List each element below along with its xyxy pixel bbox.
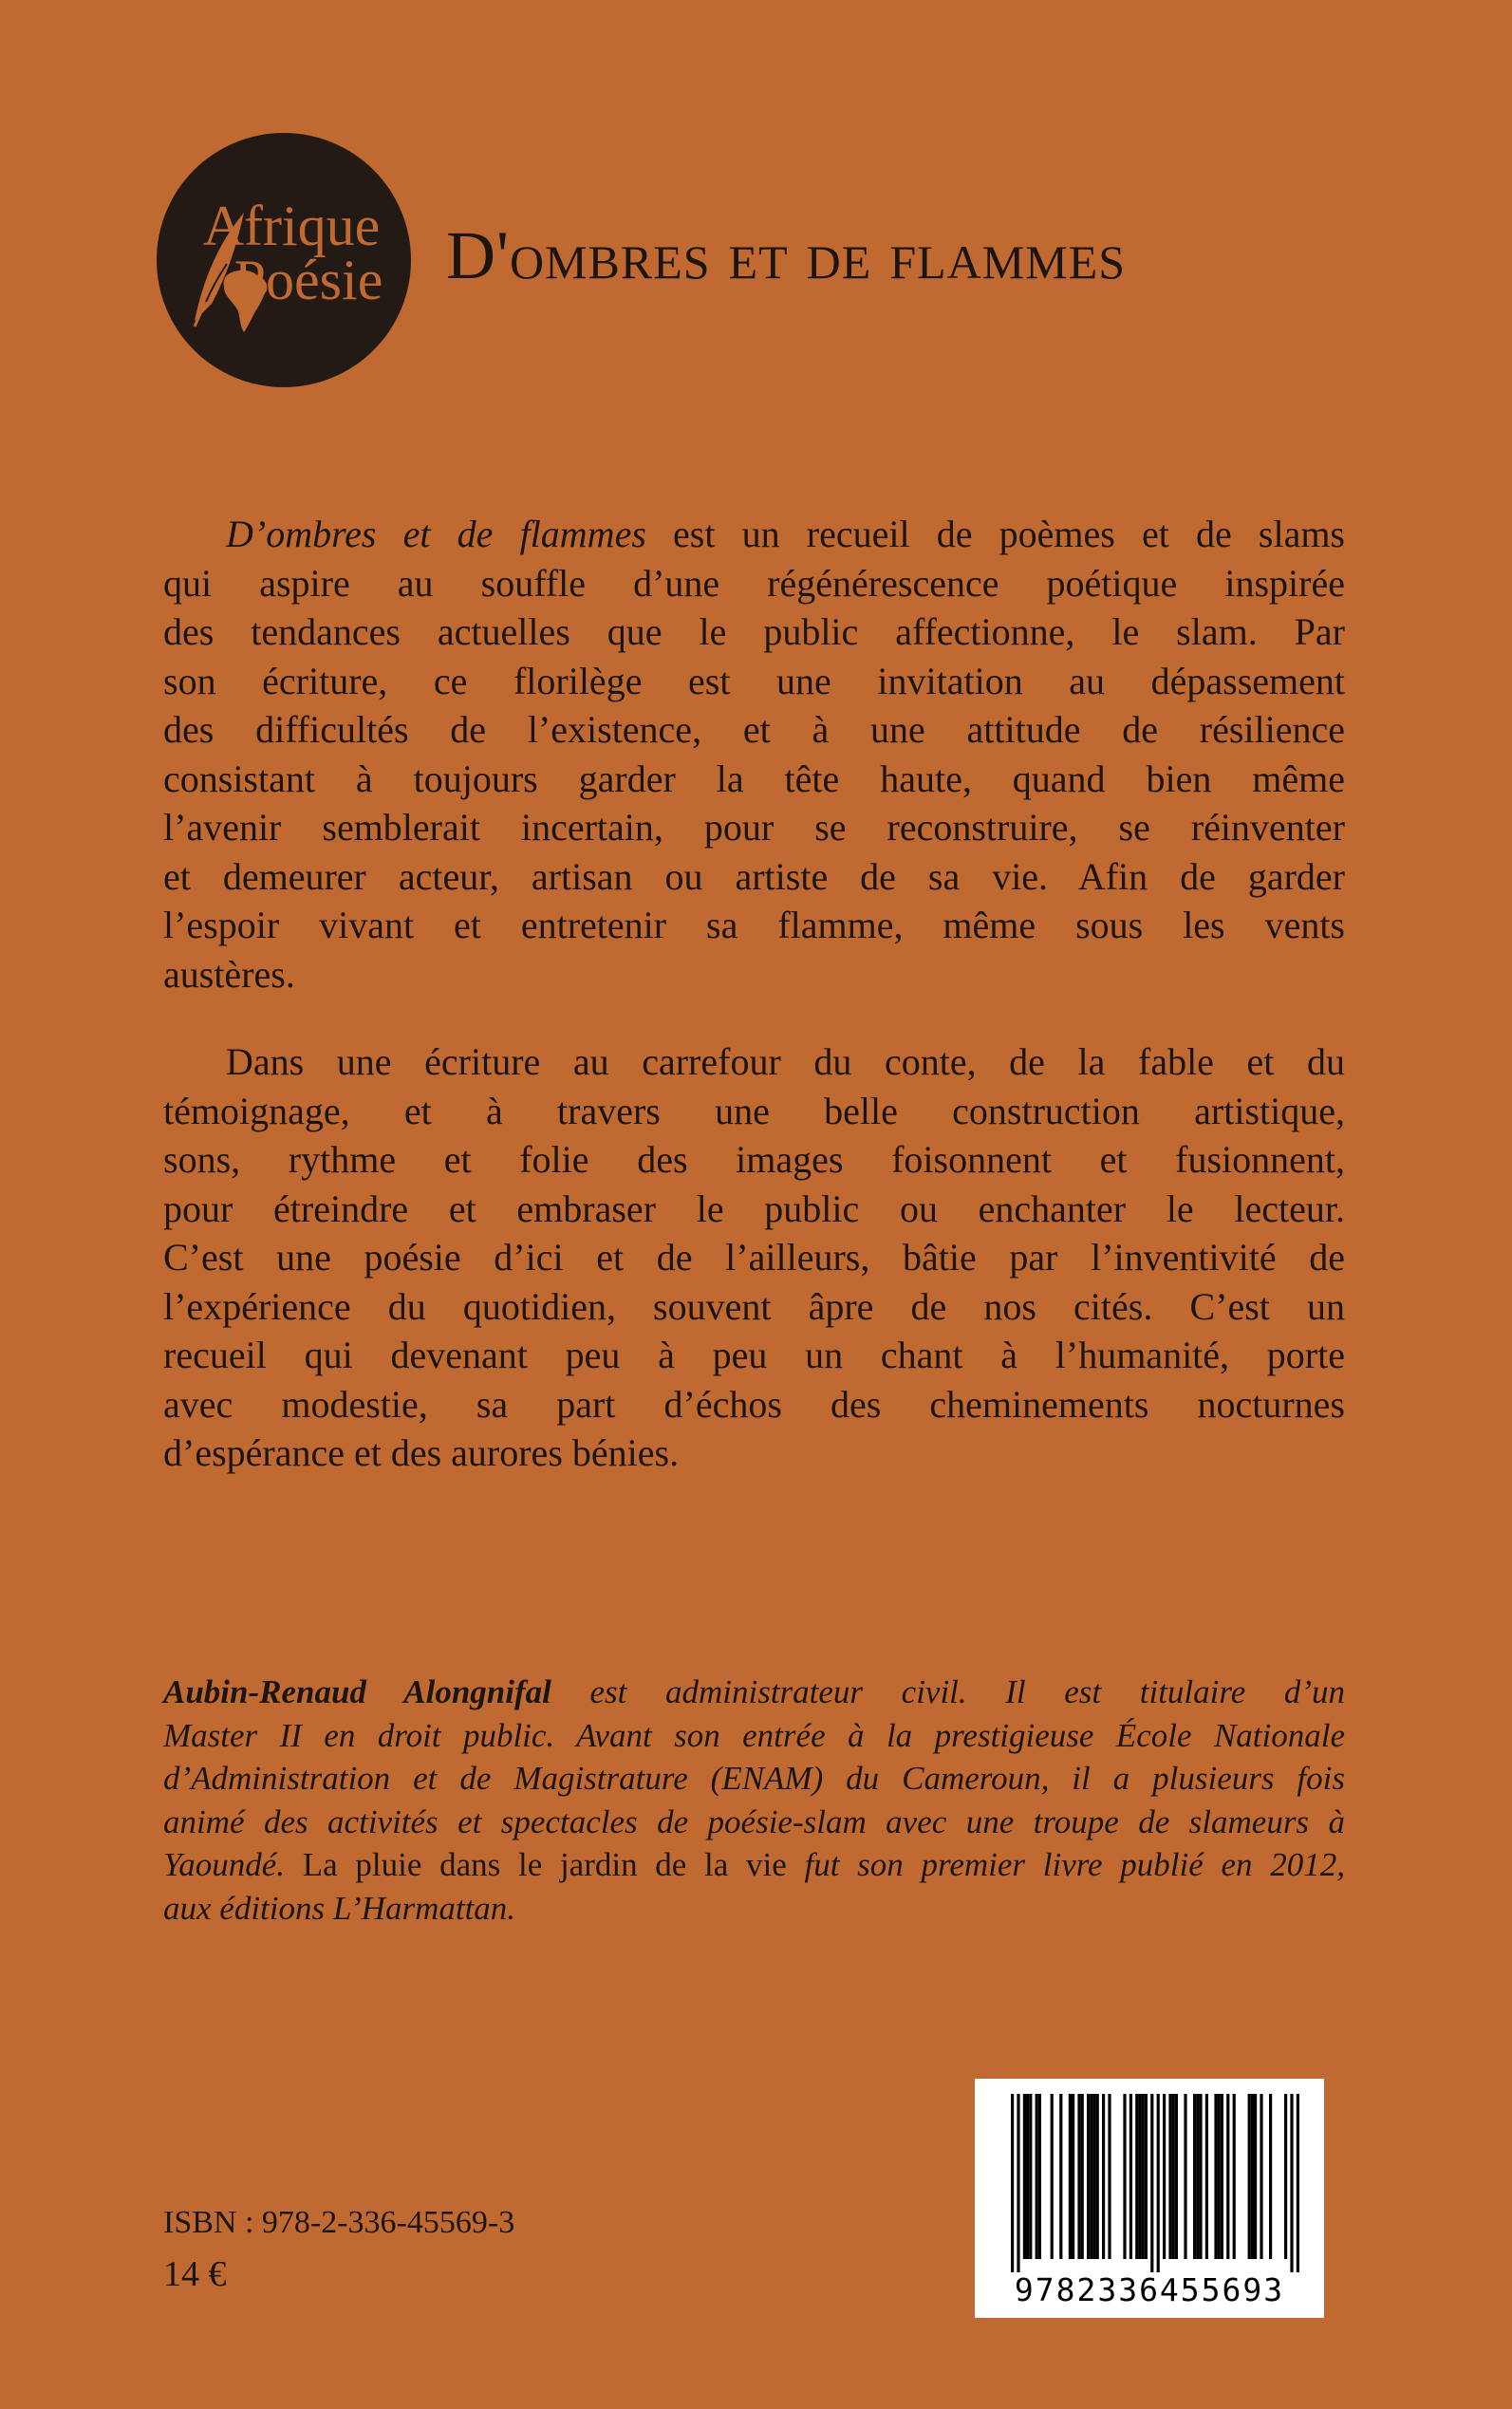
text-segment: avec modestie, sa part d’échos des cheminements nocturnes — [163, 1382, 1345, 1426]
barcode-bar — [1142, 2094, 1145, 2259]
text-segment: C’est une poésie d’ici et de l’ailleurs, bâtie par l’inventivité de — [163, 1236, 1345, 1279]
blurb-line — [163, 562, 1345, 606]
barcode-bar — [1193, 2094, 1196, 2259]
barcode-bar — [1269, 2094, 1272, 2259]
logo-word-poesie: Poésie — [233, 249, 383, 311]
barcode-bar — [1233, 2094, 1236, 2259]
text-segment: aux éditions L’Harmattan. — [163, 1889, 516, 1927]
barcode-bar — [1254, 2094, 1257, 2259]
text-segment: est administrateur civil. Il est titulaire d’un — [551, 1673, 1345, 1710]
barcode-bar — [1135, 2094, 1138, 2259]
barcode-bar — [1150, 2094, 1153, 2272]
text-segment: et demeurer acteur, artisan ou artiste de sa vie. Afin de garder — [163, 854, 1345, 898]
text-segment: Aubin-Renaud Alongnifal — [163, 1673, 551, 1710]
barcode-bar — [1218, 2094, 1221, 2259]
blurb-line — [163, 610, 1345, 654]
barcode-bar — [1129, 2094, 1132, 2259]
text-segment: témoignage, et à travers une belle construction artistique, — [163, 1089, 1345, 1132]
barcode-bar — [1011, 2094, 1014, 2272]
barcode-bar — [1163, 2094, 1166, 2259]
barcode-bar — [1026, 2094, 1029, 2259]
barcode-digits: 9782336455693 — [1014, 2271, 1285, 2308]
barcode-bar — [1059, 2094, 1062, 2259]
bio-line — [163, 1890, 1345, 1928]
barcode-bar — [1184, 2094, 1186, 2259]
blurb-line — [163, 855, 1345, 899]
barcode-bar — [1157, 2094, 1160, 2272]
blurb-line — [163, 1187, 1345, 1231]
logo-word-afrique: Afrique — [202, 195, 381, 257]
barcode-bar — [1172, 2094, 1175, 2259]
barcode-bar — [1138, 2094, 1141, 2259]
blurb-line — [163, 806, 1345, 850]
barcode — [975, 2079, 1324, 2318]
blurb-line — [163, 1431, 1345, 1475]
barcode-bar — [1072, 2094, 1074, 2259]
bio-line — [163, 1673, 1345, 1711]
blurb-line — [163, 1383, 1345, 1427]
barcode-bar — [1069, 2094, 1072, 2259]
barcode-bar — [1077, 2094, 1080, 2259]
barcode-bar — [1023, 2094, 1026, 2259]
book-title: D'ombres et de flammes — [446, 217, 1127, 293]
text-segment: D’ombres et de flammes — [226, 513, 646, 555]
barcode-bar — [1248, 2094, 1251, 2259]
blurb-line — [163, 1090, 1345, 1133]
barcode-bar — [1017, 2094, 1019, 2272]
barcode-bar — [1196, 2094, 1199, 2259]
barcode-bar — [1175, 2094, 1178, 2259]
blurb-line — [163, 1138, 1345, 1182]
barcode-bar — [1108, 2094, 1111, 2259]
barcode-bar — [1102, 2094, 1105, 2259]
bio-line — [163, 1846, 1345, 1884]
text-segment: Yaoundé. — [163, 1846, 286, 1883]
text-segment: recueil qui devenant peu à peu un chant à l’humanité, porte — [163, 1334, 1345, 1376]
isbn-label: ISBN : 978-2-336-45569-3 — [163, 2205, 515, 2240]
barcode-bar — [1205, 2094, 1208, 2259]
price-label: 14 € — [163, 2254, 227, 2294]
barcode-bar — [1038, 2094, 1041, 2259]
blurb-line — [163, 1285, 1345, 1329]
text-segment: animé des activités et spectacles de poésie-slam avec une troupe de slameurs à — [163, 1802, 1345, 1840]
blurb-line — [163, 757, 1345, 801]
text-segment: fut son premier livre publié en 2012, — [786, 1846, 1346, 1883]
text-segment: Dans une écriture au carrefour du conte, de la fable et du — [226, 1040, 1345, 1083]
text-segment: qui aspire au souffle d’une régénérescence poétique inspirée — [163, 561, 1345, 605]
barcode-bar — [1092, 2094, 1095, 2259]
barcode-bar — [1214, 2094, 1217, 2259]
text-segment: consistant à toujours garder la tête haute, quand bien même — [163, 756, 1345, 800]
text-segment: l’avenir semblerait incertain, pour se reconstruire, se réinventer — [163, 806, 1345, 849]
barcode-bar — [1168, 2094, 1171, 2259]
barcode-bar — [1029, 2094, 1032, 2259]
barcode-bar — [1226, 2094, 1229, 2259]
barcode-bar — [1260, 2094, 1262, 2259]
text-segment: l’expérience du quotidien, souvent âpre de nos cités. C’est un — [163, 1284, 1345, 1328]
barcode-bar — [1090, 2094, 1092, 2259]
text-segment: d’Administration et de Magistrature (ENAM) du Cameroun, il a plusieurs fois — [163, 1760, 1345, 1797]
text-segment: austères. — [163, 952, 295, 996]
text-segment: d’espérance et des aurores bénies. — [163, 1431, 680, 1474]
barcode-bar — [1251, 2094, 1254, 2259]
text-segment: son écriture, ce florilège est une invitation au dépassement — [163, 659, 1345, 702]
bio-line — [163, 1717, 1345, 1755]
barcode-bar — [1036, 2094, 1038, 2259]
text-segment: Master II en droit public. Avant son entrée à la prestigieuse École Nationale — [163, 1716, 1345, 1754]
text-segment: La pluie dans le jardin de la vie — [285, 1846, 787, 1883]
barcode-bar — [1081, 2094, 1084, 2259]
blurb-line — [163, 953, 1345, 997]
barcode-bar — [1051, 2094, 1054, 2259]
blurb-line — [163, 1334, 1345, 1377]
barcode-graphic — [975, 2079, 1324, 2318]
blurb-line — [163, 660, 1345, 703]
blurb-line — [163, 904, 1345, 947]
bio-line — [163, 1760, 1345, 1798]
blurb-line — [163, 1236, 1345, 1279]
barcode-bar — [1290, 2094, 1293, 2272]
text-segment: est un recueil de poèmes et de slams — [645, 513, 1346, 555]
text-segment: sons, rythme et folie des images foisonnent et fusionnent, — [163, 1138, 1345, 1181]
afrique-poesie-logo — [157, 133, 411, 387]
text-segment: l’espoir vivant et entretenir sa flamme, même sous les vents — [163, 904, 1345, 946]
text-segment: pour étreindre et embraser le public ou enchanter le lecteur. — [163, 1186, 1345, 1230]
barcode-bar — [1123, 2094, 1126, 2259]
bio-line — [163, 1803, 1345, 1841]
barcode-bar — [1221, 2094, 1223, 2259]
text-segment: des difficultés de l’existence, et à une attitude de résilience — [163, 708, 1345, 751]
barcode-bar — [1145, 2094, 1148, 2259]
text-segment: des tendances actuelles que le public affectionne, le slam. Par — [163, 610, 1345, 653]
barcode-bar — [1297, 2094, 1299, 2272]
barcode-bar — [1284, 2094, 1287, 2259]
barcode-bar — [1087, 2094, 1090, 2259]
barcode-bar — [1199, 2094, 1202, 2259]
blurb-line — [226, 1040, 1345, 1084]
barcode-bar — [1096, 2094, 1099, 2259]
blurb-line — [226, 513, 1345, 556]
blurb-line — [163, 708, 1345, 752]
